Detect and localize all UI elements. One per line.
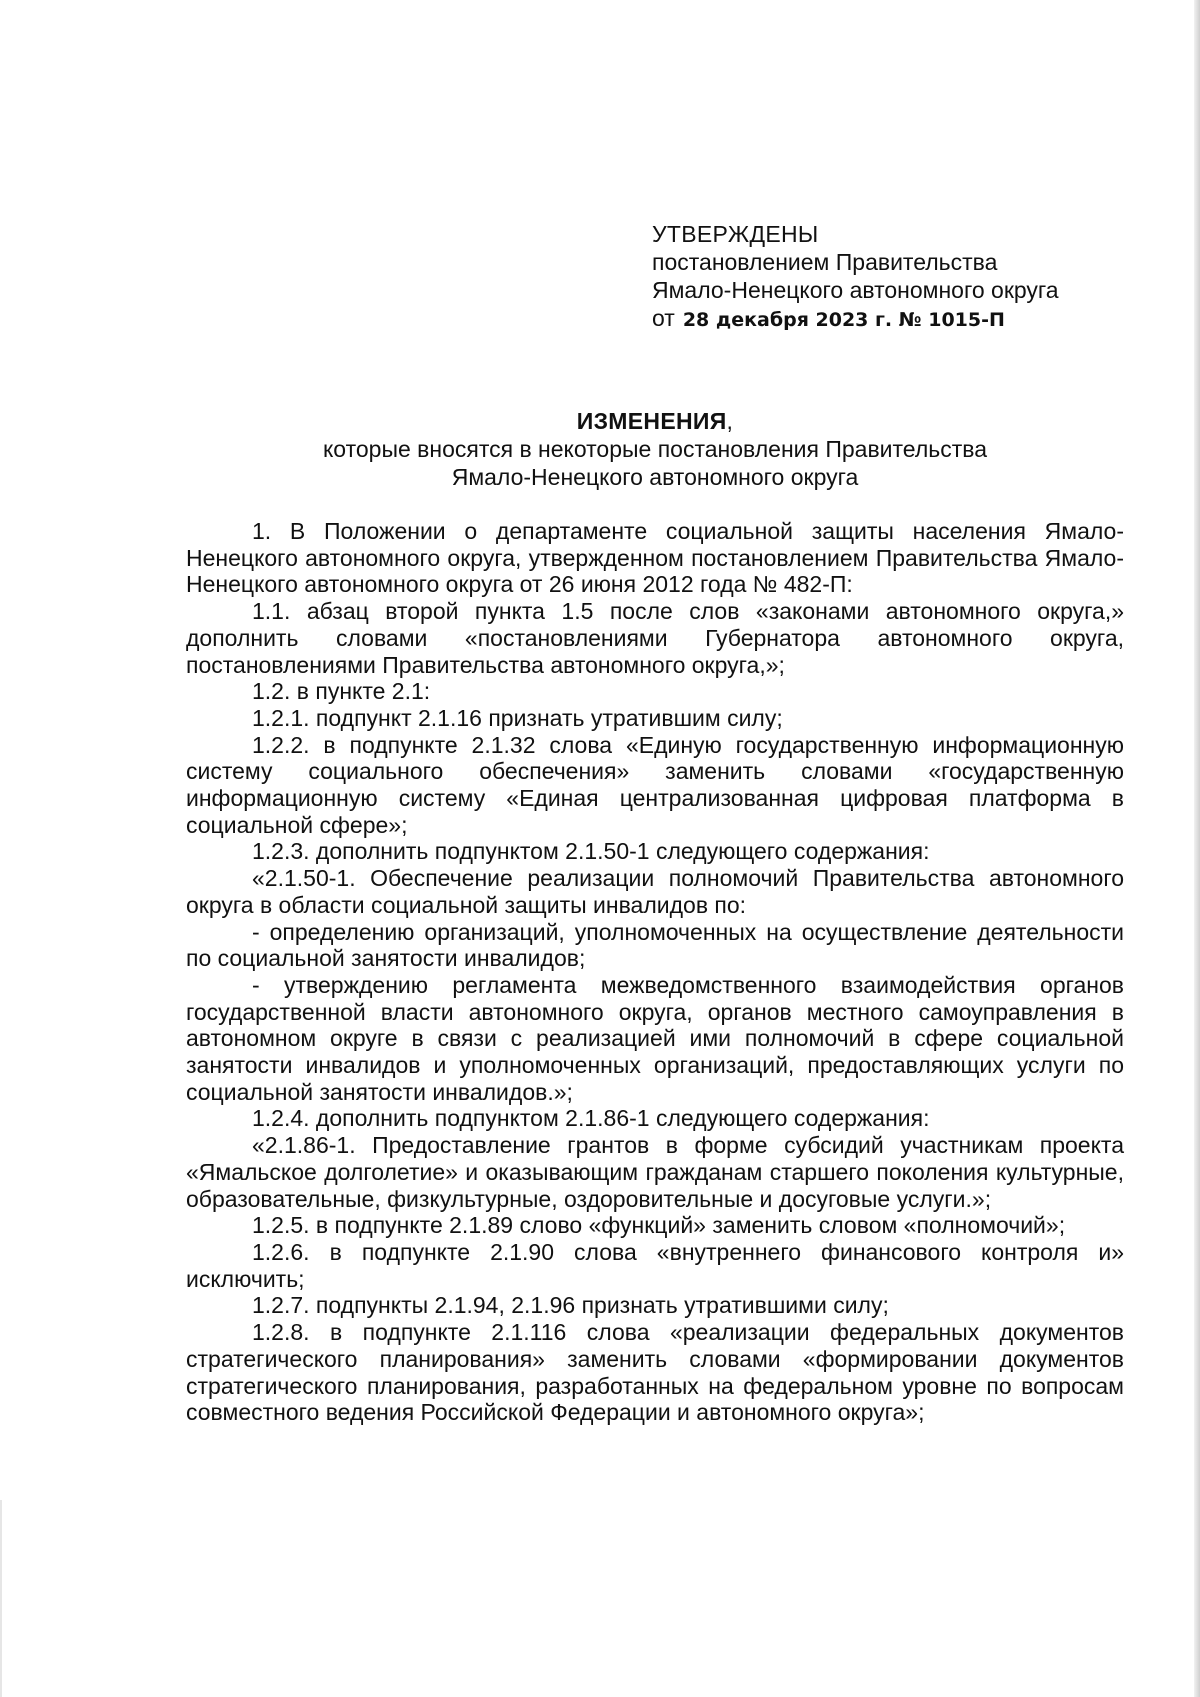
- document-title-comma: ,: [726, 408, 734, 434]
- approval-line-2: Ямало-Ненецкого автономного округа: [652, 277, 1059, 303]
- paragraph-quote-2-1-50-1: «2.1.50-1. Обеспечение реализации полномочий Правительства автономного округа в области социальной защиты инвалидов по:: [186, 865, 1124, 918]
- approval-heading: УТВЕРЖДЕНЫ: [652, 221, 819, 247]
- paragraph-quote-2-1-86-1: «2.1.86-1. Предоставление грантов в форме субсидий участникам проекта «Ямальское долголетие» и оказывающим гражданам старшего поколения культурные, образовательные, физкультурные, оздоровительные и досуговые услуги.»;: [186, 1132, 1124, 1212]
- paragraph-1-2-6: 1.2.6. в подпункте 2.1.90 слова «внутреннего финансового контроля и» исключить;: [186, 1238, 1124, 1292]
- paragraph-list-item-1: - определению организаций, уполномоченных на осуществление деятельности по социальной занятости инвалидов;: [186, 918, 1124, 972]
- document-title-block: [186, 407, 1124, 491]
- paragraph-1-2-3: 1.2.3. дополнить подпунктом 2.1.50-1 следующего содержания:: [252, 838, 930, 865]
- approval-line-1: постановлением Правительства: [652, 249, 998, 275]
- approval-block: [652, 220, 1122, 334]
- paragraph-1-1: 1.1. абзац второй пункта 1.5 после слов «законами автономного округа,» дополнить словами «постановлениями Губернатора автономного округа, постановлениями Правительства автономного округа,»;: [186, 598, 1124, 678]
- paragraph-1-2-4: 1.2.4. дополнить подпунктом 2.1.86-1 следующего содержания:: [252, 1105, 930, 1132]
- document-body: [186, 518, 1124, 1426]
- approval-date-line: [652, 304, 1122, 334]
- page-edge-shadow: [1194, 0, 1200, 1697]
- document-subtitle-line-2: Ямало-Ненецкого автономного округа: [451, 464, 859, 490]
- paragraph-1-2-5: 1.2.5. в подпункте 2.1.89 слово «функций» заменить словом «полномочий»;: [252, 1212, 1066, 1239]
- page-edge-left: [0, 1500, 2, 1697]
- paragraph-1-2-7: 1.2.7. подпункты 2.1.94, 2.1.96 признать утратившими силу;: [252, 1292, 889, 1319]
- paragraph-1-2-2: 1.2.2. в подпункте 2.1.32 слова «Единую государственную информационную систему социального обеспечения» заменить словами «государственную информационную систему «Единая централизованная цифровая платформа в социальной сфере»;: [186, 731, 1124, 838]
- paragraph-list-item-2: - утверждению регламента межведомственного взаимодействия органов государственной власти автономного округа, органов местного самоуправления в автономном округе в связи с реализацией ими полномочий в сфере социальной занятости инвалидов и уполномоченных организаций, предоставляющих услуги по социальной занятости инвалидов.»;: [186, 971, 1124, 1105]
- approval-date-prefix: от: [652, 305, 675, 331]
- approval-date-stamp: 28 декабря 2023 г. № 1015-П: [682, 309, 1005, 331]
- paragraph-1-2-1: 1.2.1. подпункт 2.1.16 признать утратившим силу;: [252, 704, 783, 731]
- paragraph-1-2-8: 1.2.8. в подпункте 2.1.116 слова «реализации федеральных документов стратегического планирования» заменить словами «формировании документов стратегического планирования, разработанных на федеральном уровне по вопросам совместного ведения Российской Федерации и автономного округа»;: [186, 1319, 1124, 1426]
- document-subtitle-line-1: которые вносятся в некоторые постановления Правительства: [322, 436, 988, 462]
- paragraph-1: 1. В Положении о департаменте социальной защиты населения Ямало-Ненецкого автономного округа, утвержденном постановлением Правительства Ямало-Ненецкого автономного округа от 26 июня 2012 года № 482-П:: [186, 518, 1124, 598]
- paragraph-1-2: 1.2. в пункте 2.1:: [252, 678, 431, 705]
- document-title: [186, 407, 1124, 435]
- document-title-text: ИЗМЕНЕНИЯ: [576, 408, 727, 434]
